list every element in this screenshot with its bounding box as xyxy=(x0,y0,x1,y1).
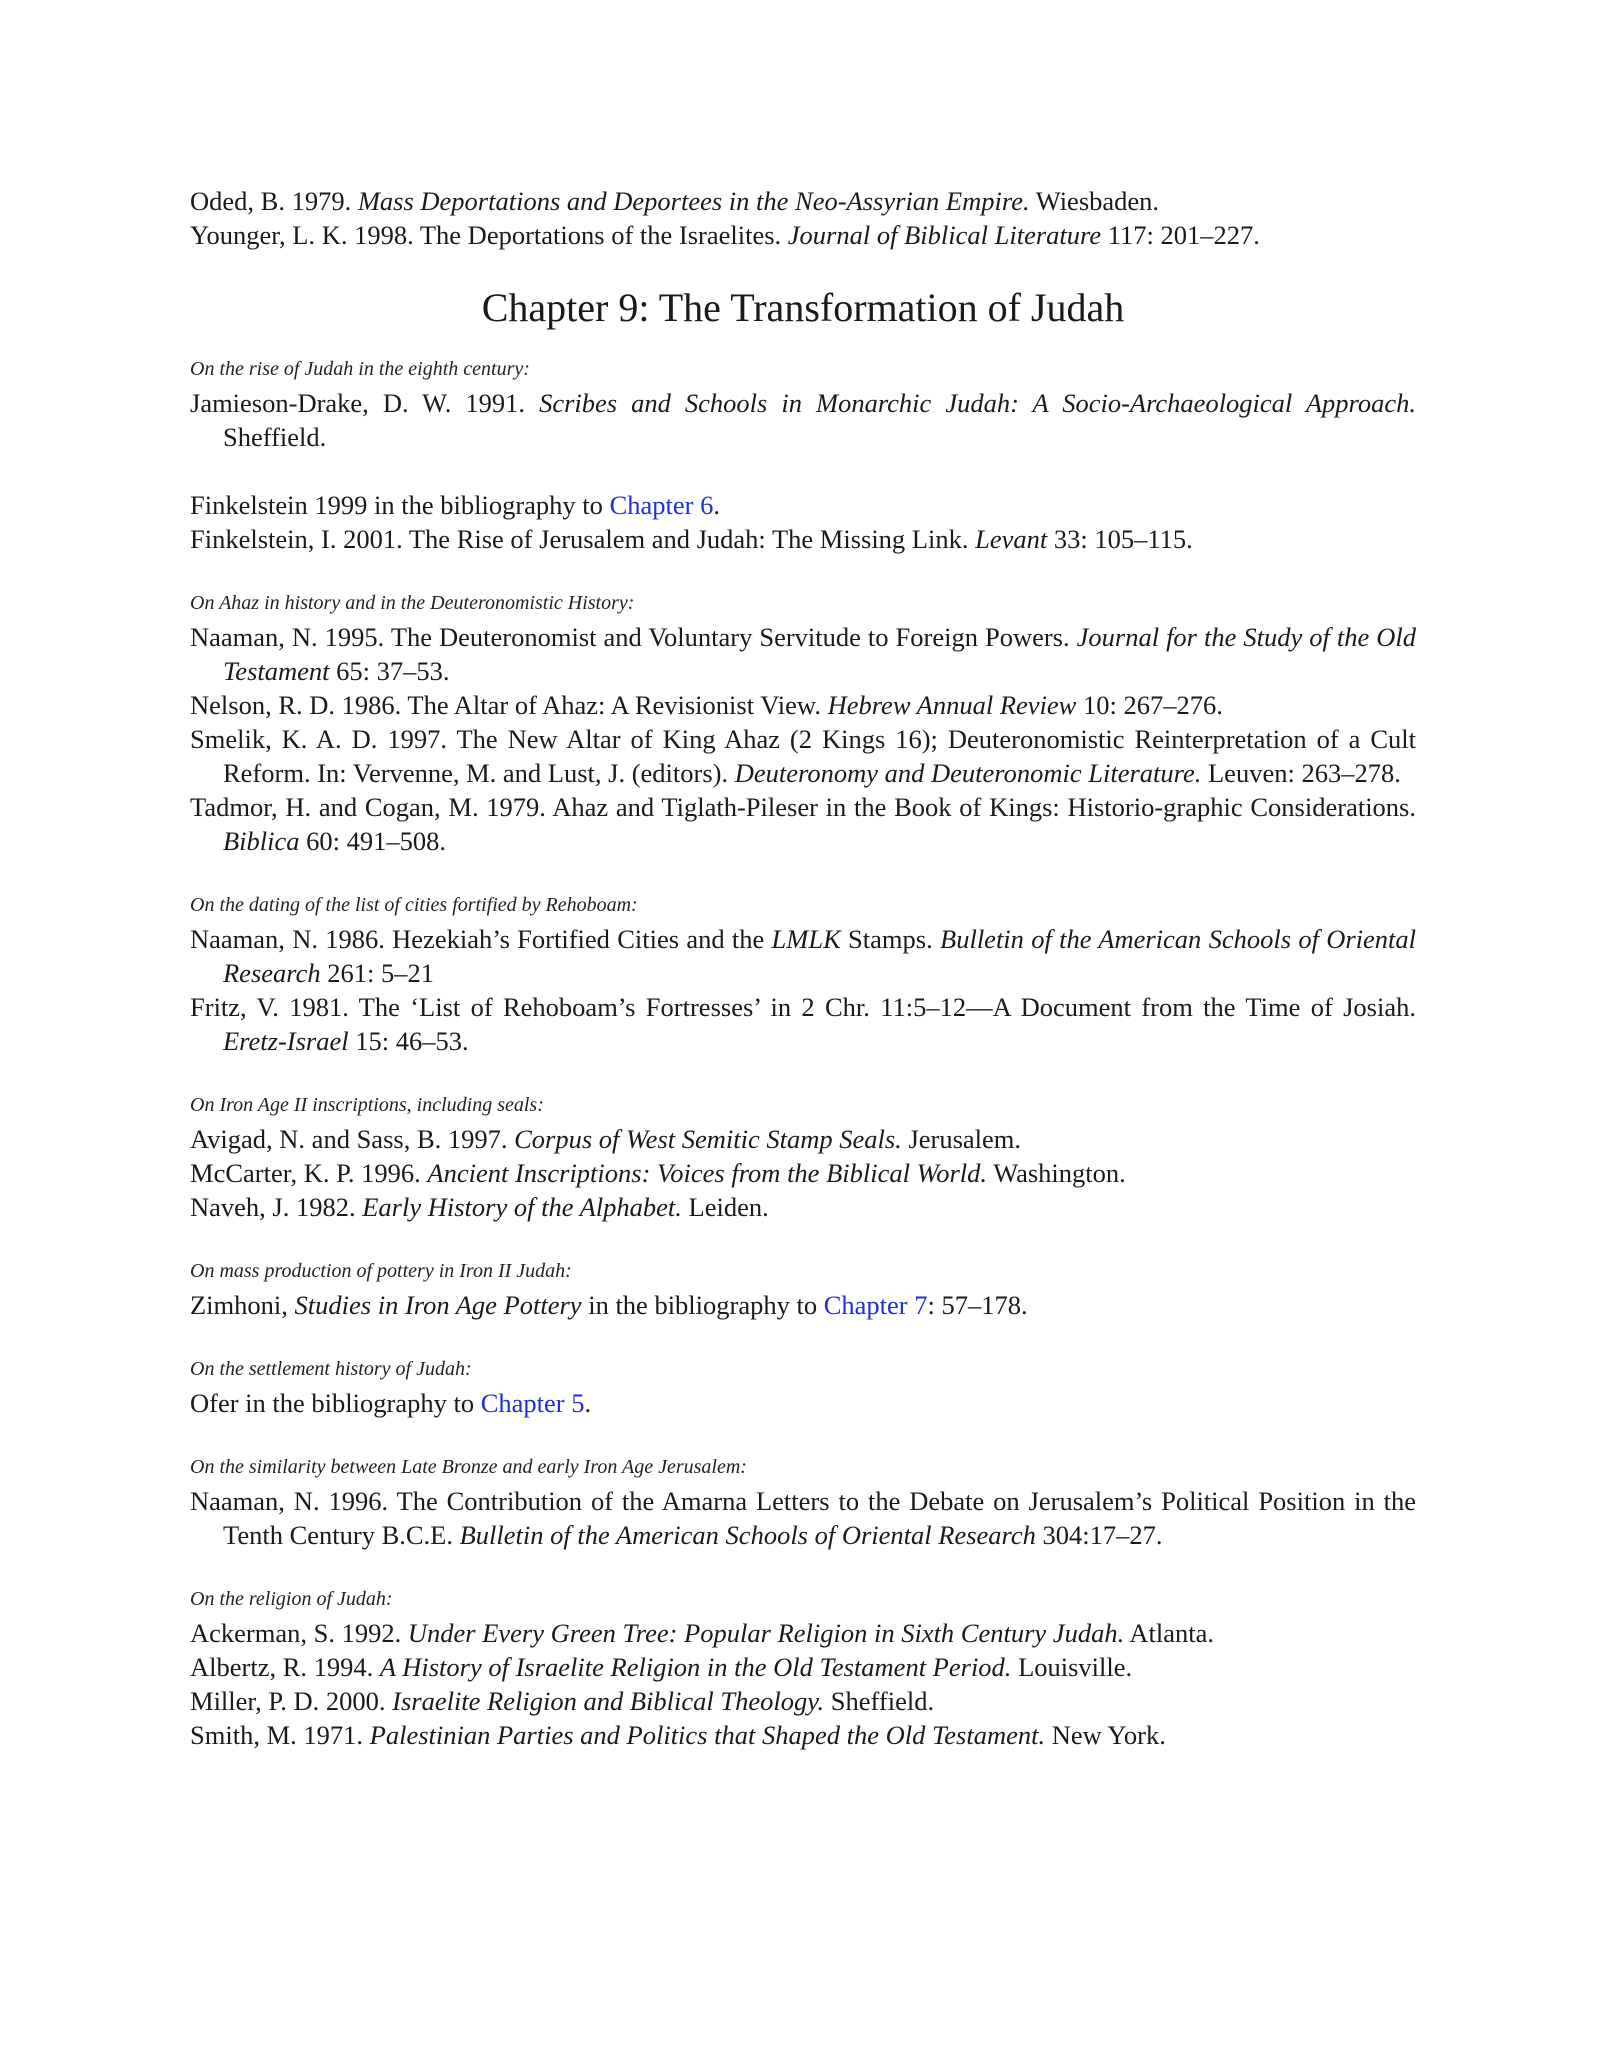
reference-entry xyxy=(190,1190,1416,1224)
bibliography-section xyxy=(190,1586,1416,1752)
reference-text: Wiesbaden. xyxy=(1029,186,1160,216)
reference-text: Oded, B. 1979. xyxy=(190,186,358,216)
reference-text: Washington. xyxy=(987,1158,1126,1188)
reference-text: 261: 5–21 xyxy=(320,958,434,988)
reference-text: 33: 105–115. xyxy=(1047,524,1193,554)
reference-title: Biblica xyxy=(223,826,300,856)
bibliography-section xyxy=(190,1454,1416,1552)
reference-entry xyxy=(190,1288,1416,1322)
reference-text: Naaman, N. 1986. Hezekiah’s Fortified Cities and the xyxy=(190,924,772,954)
reference-text: Fritz, V. 1981. The ‘List of Rehoboam’s Fortresses’ in 2 Chr. 11:5–12—A Document from the Time of Josiah. xyxy=(190,992,1416,1022)
reference-title: Bulletin of the American Schools of Oriental Research xyxy=(459,1520,1036,1550)
reference-text: . xyxy=(584,1388,592,1418)
bibliography-section xyxy=(190,892,1416,1058)
reference-entry xyxy=(190,1386,1416,1420)
reference-entry xyxy=(190,1616,1416,1650)
reference-title: Early History of the Alphabet. xyxy=(362,1192,682,1222)
reference-entry xyxy=(190,522,1416,556)
reference-title: Palestinian Parties and Politics that Shaped the Old Testament. xyxy=(369,1720,1046,1750)
bibliography-section xyxy=(190,1092,1416,1224)
reference-title: LMLK xyxy=(771,924,841,954)
reference-text: Leiden. xyxy=(681,1192,769,1222)
reference-text: Finkelstein 1999 in the bibliography to xyxy=(190,490,610,520)
reference-title: Scribes and Schools in Monarchic Judah: A Socio-Archaeological Approach. xyxy=(539,388,1416,418)
reference-text: Stamps. xyxy=(840,924,941,954)
reference-text: McCarter, K. P. 1996. xyxy=(190,1158,428,1188)
bibliography-section xyxy=(190,590,1416,858)
reference-title: A History of Israelite Religion in the Old Testament Period. xyxy=(379,1652,1012,1682)
reference-text: Jamieson-Drake, D. W. 1991. xyxy=(190,388,540,418)
reference-text: 60: 491–508. xyxy=(299,826,447,856)
reference-entry xyxy=(190,1684,1416,1718)
reference-text: Avigad, N. and Sass, B. 1997. xyxy=(190,1124,515,1154)
section-heading: On mass production of pottery in Iron II Judah: xyxy=(190,1260,572,1282)
section-heading: On the dating of the list of cities fortified by Rehoboam: xyxy=(190,894,638,916)
chapter-link[interactable]: Chapter 7 xyxy=(823,1290,928,1320)
reference-title: Levant xyxy=(975,524,1048,554)
reference-title: Studies in Iron Age Pottery xyxy=(294,1290,582,1320)
reference-entry xyxy=(190,722,1416,790)
reference-text: . xyxy=(713,490,720,520)
section-heading: On Ahaz in history and in the Deuteronomistic History: xyxy=(190,592,635,614)
reference-text: Leuven: 263–278. xyxy=(1201,758,1401,788)
reference-entry xyxy=(190,620,1416,688)
reference-text: Sheffield. xyxy=(824,1686,935,1716)
reference-title: Deuteronomy and Deuteronomic Literature. xyxy=(734,758,1202,788)
section-heading: On the similarity between Late Bronze and early Iron Age Jerusalem: xyxy=(190,1456,747,1478)
bibliography-content xyxy=(190,184,1416,1752)
reference-text: Younger, L. K. 1998. The Deportations of the Israelites. xyxy=(190,220,788,250)
reference-entry xyxy=(190,1484,1416,1552)
reference-title: Israelite Religion and Biblical Theology. xyxy=(392,1686,825,1716)
reference-title: Ancient Inscriptions: Voices from the Biblical World. xyxy=(427,1158,988,1188)
reference-text: Atlanta. xyxy=(1124,1618,1214,1648)
reference-text: Nelson, R. D. 1986. The Altar of Ahaz: A Revisionist View. xyxy=(190,690,828,720)
reference-text: Smelik, K. A. D. 1997. The New Altar of King Ahaz (2 Kings 16); Deuteronomistic Reinterpretation of a Cult Reform. In: Vervenne, M. and Lust, J. (editors). xyxy=(190,724,1416,788)
reference-entry xyxy=(190,790,1416,858)
section-heading: On Iron Age II inscriptions, including seals: xyxy=(190,1094,544,1116)
bibliography-section xyxy=(190,1356,1416,1420)
chapter-link[interactable]: Chapter 6 xyxy=(609,490,714,520)
reference-text: Tadmor, H. and Cogan, M. 1979. Ahaz and Tiglath-Pileser in the Book of Kings: Historio-graphic Considerations. xyxy=(190,792,1416,822)
reference-text: : 57–178. xyxy=(927,1290,1028,1320)
section-heading: On the religion of Judah: xyxy=(190,1588,393,1610)
reference-text: 117: 201–227. xyxy=(1101,220,1260,250)
reference-entry xyxy=(190,184,1416,218)
reference-text: 10: 267–276. xyxy=(1076,690,1223,720)
reference-entry xyxy=(190,1650,1416,1684)
reference-entry xyxy=(190,488,1416,522)
bibliography-sections xyxy=(190,356,1416,1752)
reference-text: Smith, M. 1971. xyxy=(190,1720,370,1750)
reference-entry xyxy=(190,922,1416,990)
reference-title: Journal for the Study of the Old Testament xyxy=(223,622,1416,686)
reference-text: Ackerman, S. 1992. xyxy=(190,1618,408,1648)
reference-title: Mass Deportations and Deportees in the Neo-Assyrian Empire. xyxy=(357,186,1030,216)
chapter-title: Chapter 9: The Transformation of Judah xyxy=(481,285,1125,330)
reference-title: Bulletin of the American Schools of Oriental Research xyxy=(223,924,1417,988)
section-heading: On the settlement history of Judah: xyxy=(190,1358,472,1380)
reference-text: Finkelstein, I. 2001. The Rise of Jerusalem and Judah: The Missing Link. xyxy=(190,524,976,554)
reference-text: in the bibliography to xyxy=(581,1290,824,1320)
reference-entry xyxy=(190,218,1416,252)
reference-text: Miller, P. D. 2000. xyxy=(190,1686,393,1716)
reference-entry xyxy=(190,1718,1416,1752)
reference-text: Naaman, N. 1995. The Deuteronomist and Voluntary Servitude to Foreign Powers. xyxy=(190,622,1077,652)
bibliography-section xyxy=(190,356,1416,556)
spacer xyxy=(190,454,1416,488)
bibliography-section xyxy=(190,1258,1416,1322)
reference-entry xyxy=(190,386,1416,454)
intro-references xyxy=(190,184,1416,252)
section-heading: On the rise of Judah in the eighth century: xyxy=(190,358,530,380)
reference-text: 65: 37–53. xyxy=(329,656,450,686)
reference-text: Naveh, J. 1982. xyxy=(190,1192,363,1222)
reference-entry xyxy=(190,1122,1416,1156)
reference-entry xyxy=(190,1156,1416,1190)
reference-title: Under Every Green Tree: Popular Religion in Sixth Century Judah. xyxy=(407,1618,1125,1648)
reference-text: 304:17–27. xyxy=(1035,1520,1163,1550)
reference-title: Corpus of West Semitic Stamp Seals. xyxy=(514,1124,902,1154)
reference-text: Sheffield. xyxy=(223,422,327,452)
reference-title: Eretz-Israel xyxy=(223,1026,349,1056)
reference-text: New York. xyxy=(1045,1720,1166,1750)
reference-title: Journal of Biblical Literature xyxy=(787,220,1102,250)
reference-text: Jerusalem. xyxy=(901,1124,1022,1154)
reference-entry xyxy=(190,688,1416,722)
reference-text: Naaman, N. 1996. The Contribution of the Amarna Letters to the Debate on Jerusalem’s Political Position in the Tenth Century B.C.E. xyxy=(190,1486,1416,1550)
reference-text: 15: 46–53. xyxy=(348,1026,469,1056)
reference-text: Albertz, R. 1994. xyxy=(190,1652,380,1682)
reference-text: Ofer in the bibliography to xyxy=(190,1388,481,1418)
reference-title: Hebrew Annual Review xyxy=(827,690,1077,720)
reference-text: Louisville. xyxy=(1011,1652,1133,1682)
chapter-link[interactable]: Chapter 5 xyxy=(480,1388,585,1418)
reference-text: Zimhoni, xyxy=(190,1290,295,1320)
reference-entry xyxy=(190,990,1416,1058)
